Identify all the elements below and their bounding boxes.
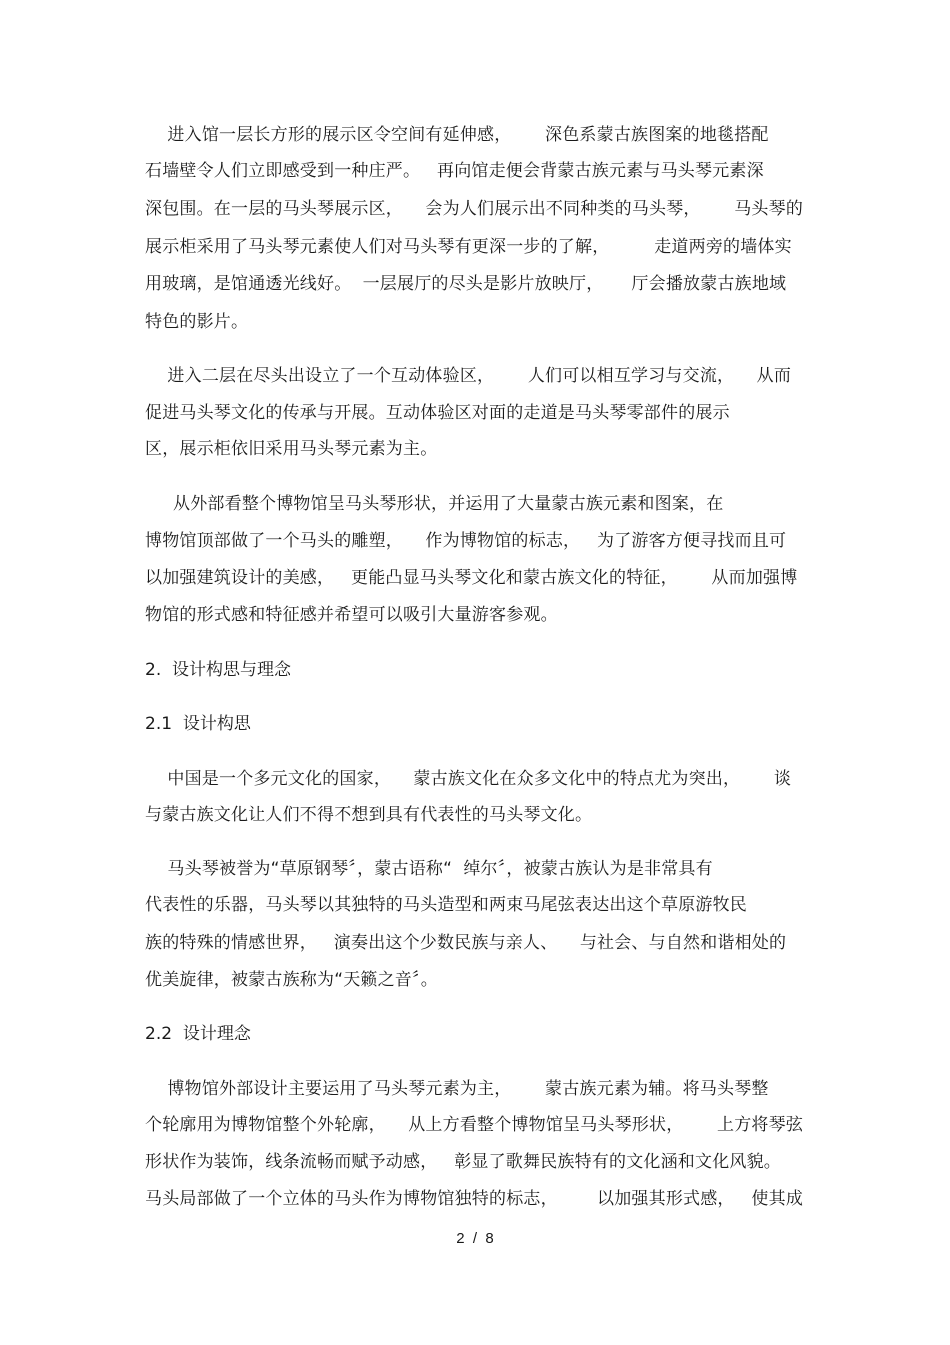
text-line: 特色的影片。 [145,312,249,332]
text-line: 个轮廓用为博物馆整个外轮廓， 从上方看整个博物馆呈马头琴形状， 上方将琴弦 [145,1115,804,1135]
text-line: 马头琴被誉为“草原钢琴〞，蒙古语称“ 绰尔〞，被蒙古族认为是非常具有 [145,859,713,879]
text-line: 博物馆外部设计主要运用了马头琴元素为主， 蒙古族元素为辅。将马头琴整 [145,1079,769,1099]
text-line: 族的特殊的情感世界， 演奏出这个少数民族与亲人、 与社会、与自然和谐相处的 [145,933,787,953]
page-number: 2 / 8 [456,1230,494,1247]
text-line: 形状作为装饰，线条流畅而赋予动感， 彰显了歌舞民族特有的文化涵和文化风貌。 [145,1152,782,1172]
text-line: 中国是一个多元文化的国家， 蒙古族文化在众多文化中的特点尤为突出， 谈 [145,769,792,789]
text-line: 优美旋律，被蒙古族称为“天籁之音〞。 [145,970,438,990]
text-line: 深包围。在一层的马头琴展示区， 会为人们展示出不同种类的马头琴， 马头琴的 [145,199,804,219]
text-line: 从外部看整个博物馆呈马头琴形状，并运用了大量蒙古族元素和图案，在 [145,494,724,514]
text-line: 马头局部做了一个立体的马头作为博物馆独特的标志， 以加强其形式感， 使其成 [145,1189,804,1209]
section-heading-2: 2. 设计构思与理念 [145,660,292,680]
text-line: 博物馆顶部做了一个马头的雕塑， 作为博物馆的标志， 为了游客方便寻找而且可 [145,531,787,551]
text-line: 代表性的乐器，马头琴以其独特的马头造型和两束马尾弦表达出这个草原游牧民 [145,895,747,915]
text-line: 进入馆一层长方形的展示区令空间有延伸感， 深色系蒙古族图案的地毯搭配 [145,125,769,145]
text-line: 促进马头琴文化的传承与开展。互动体验区对面的走道是马头琴零部件的展示 [145,403,730,423]
text-line: 区，展示柜依旧采用马头琴元素为主。 [145,439,438,459]
text-line: 用玻璃，是馆通透光线好。 一层展厅的尽头是影片放映厅， 厅会播放蒙古族地域 [145,274,787,294]
section-heading-2-2: 2.2 设计理念 [145,1024,251,1044]
text-line: 与蒙古族文化让人们不得不想到具有代表性的马头琴文化。 [145,805,593,825]
text-line: 物馆的形式感和特征感并希望可以吸引大量游客参观。 [145,605,558,625]
text-line: 石墙壁令人们立即感受到一种庄严。 再向馆走便会背蒙古族元素与马头琴元素深 [145,161,764,181]
text-line: 进入二层在尽头出设立了一个互动体验区， 人们可以相互学习与交流， 从而 [145,366,792,386]
text-line: 展示柜采用了马头琴元素使人们对马头琴有更深一步的了解， 走道两旁的墙体实 [145,237,792,257]
section-heading-2-1: 2.1 设计构思 [145,714,251,734]
text-line: 以加强建筑设计的美感， 更能凸显马头琴文化和蒙古族文化的特征， 从而加强博 [145,568,798,588]
